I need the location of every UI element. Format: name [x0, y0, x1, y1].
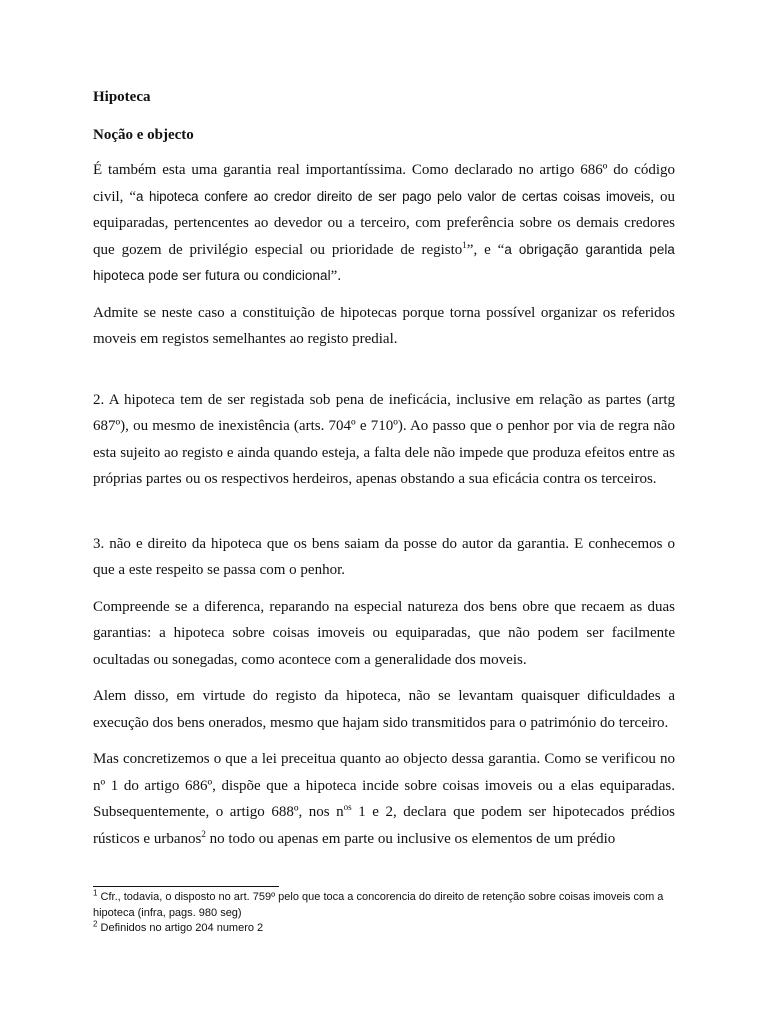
footnote-ref-2[interactable]: 2: [201, 828, 206, 839]
intro-text: É também esta uma garantia real importantíssima. Como declarado no artigo 686º do código civil, “: [93, 162, 675, 205]
spacer: [93, 363, 675, 387]
footnote-text: Cfr., todavia, o disposto no art. 759º pelo que toca a concorencia do direito de retenção sobre coisas imoveis com a hipoteca (infra, pags. 980 seg): [93, 891, 664, 919]
quote-article-686: a hipoteca confere ao credor direito de ser pago pelo valor de certas coisas imoveis: [136, 188, 651, 204]
paragraph-point-3: 3. não e direito da hipoteca que os bens saiam da posse do autor da garantia. E conhecemos o que a este respeito se passa com o penhor.: [93, 535, 675, 578]
intro-join: ”, e “: [466, 241, 505, 258]
paragraph-diferenca: Compreende se a diferenca, reparando na especial natureza dos bens obre que recaem as duas garantias: a hipoteca sobre coisas imoveis ou equiparadas, que não podem ser facilmente ocultadas ou sonegadas, como acontece com a generalidade dos moveis.: [93, 598, 675, 668]
objecto-end: no todo ou apenas em parte ou inclusive os elementos de um prédio: [205, 830, 616, 847]
footnote-number: 2: [93, 919, 98, 929]
footnote-separator: [93, 886, 279, 887]
paragraph-alem-disso: Alem disso, em virtude do registo da hipoteca, não se levantam quaisquer dificuldades a execução dos bens onerados, mesmo que hajam sido transmitidos para o património do terceiro.: [93, 688, 675, 731]
footnotes: [93, 890, 693, 937]
numbers-superscript: os: [343, 802, 352, 812]
document-title: Hipoteca: [93, 89, 151, 105]
spacer: [93, 503, 675, 531]
paragraph-point-2: 2. A hipoteca tem de ser registada sob pena de ineficácia, inclusive em relação as partes (artg 687º), ou mesmo de inexistência (arts. 704º e 710º). Ao passo que o penhor por via de regra não esta sujeito ao registo e ainda quando esteja, a falta dele não impede que produza efeitos entre as próprias partes ou os respectivos herdeiros, apenas obstando a sua eficácia contra os terceiros.: [93, 391, 675, 487]
objecto-continuation: 1 e 2, declara que podem ser hipotecados prédios rústicos e urbanos: [93, 804, 676, 847]
quote-conditional-obligation: a obrigação garantida pela hipoteca pode ser futura ou condicional: [93, 241, 675, 283]
document-body: [93, 86, 675, 862]
footnote-1: [93, 890, 693, 921]
intro-continuation: , ou equiparadas, pertencentes ao devedor ou a terceiro, com preferência sobre os demais credores que gozem de privilégio especial ou prioridade de registo: [93, 188, 676, 258]
footnote-2: [93, 921, 693, 937]
paragraph-objecto: [93, 746, 675, 852]
intro-end: ”.: [330, 268, 342, 284]
section-heading: Noção e objecto: [93, 127, 194, 143]
footnote-number: 1: [93, 888, 98, 898]
footnote-ref-1[interactable]: 1: [462, 239, 467, 250]
paragraph-intro: [93, 157, 675, 290]
objecto-text: Mas concretizemos o que a lei preceitua quanto ao objecto dessa garantia. Como se verificou no nº 1 do artigo 686º, dispõe que a hipoteca incide sobre coisas imoveis ou a elas equiparadas. Subsequentemente, o artigo 688º, nos n: [93, 751, 675, 820]
footnote-text: Definidos no artigo 204 numero 2: [97, 922, 264, 934]
paragraph-registos: Admite se neste caso a constituição de hipotecas porque torna possível organizar os referidos moveis em registos semelhantes ao registo predial.: [93, 304, 675, 347]
